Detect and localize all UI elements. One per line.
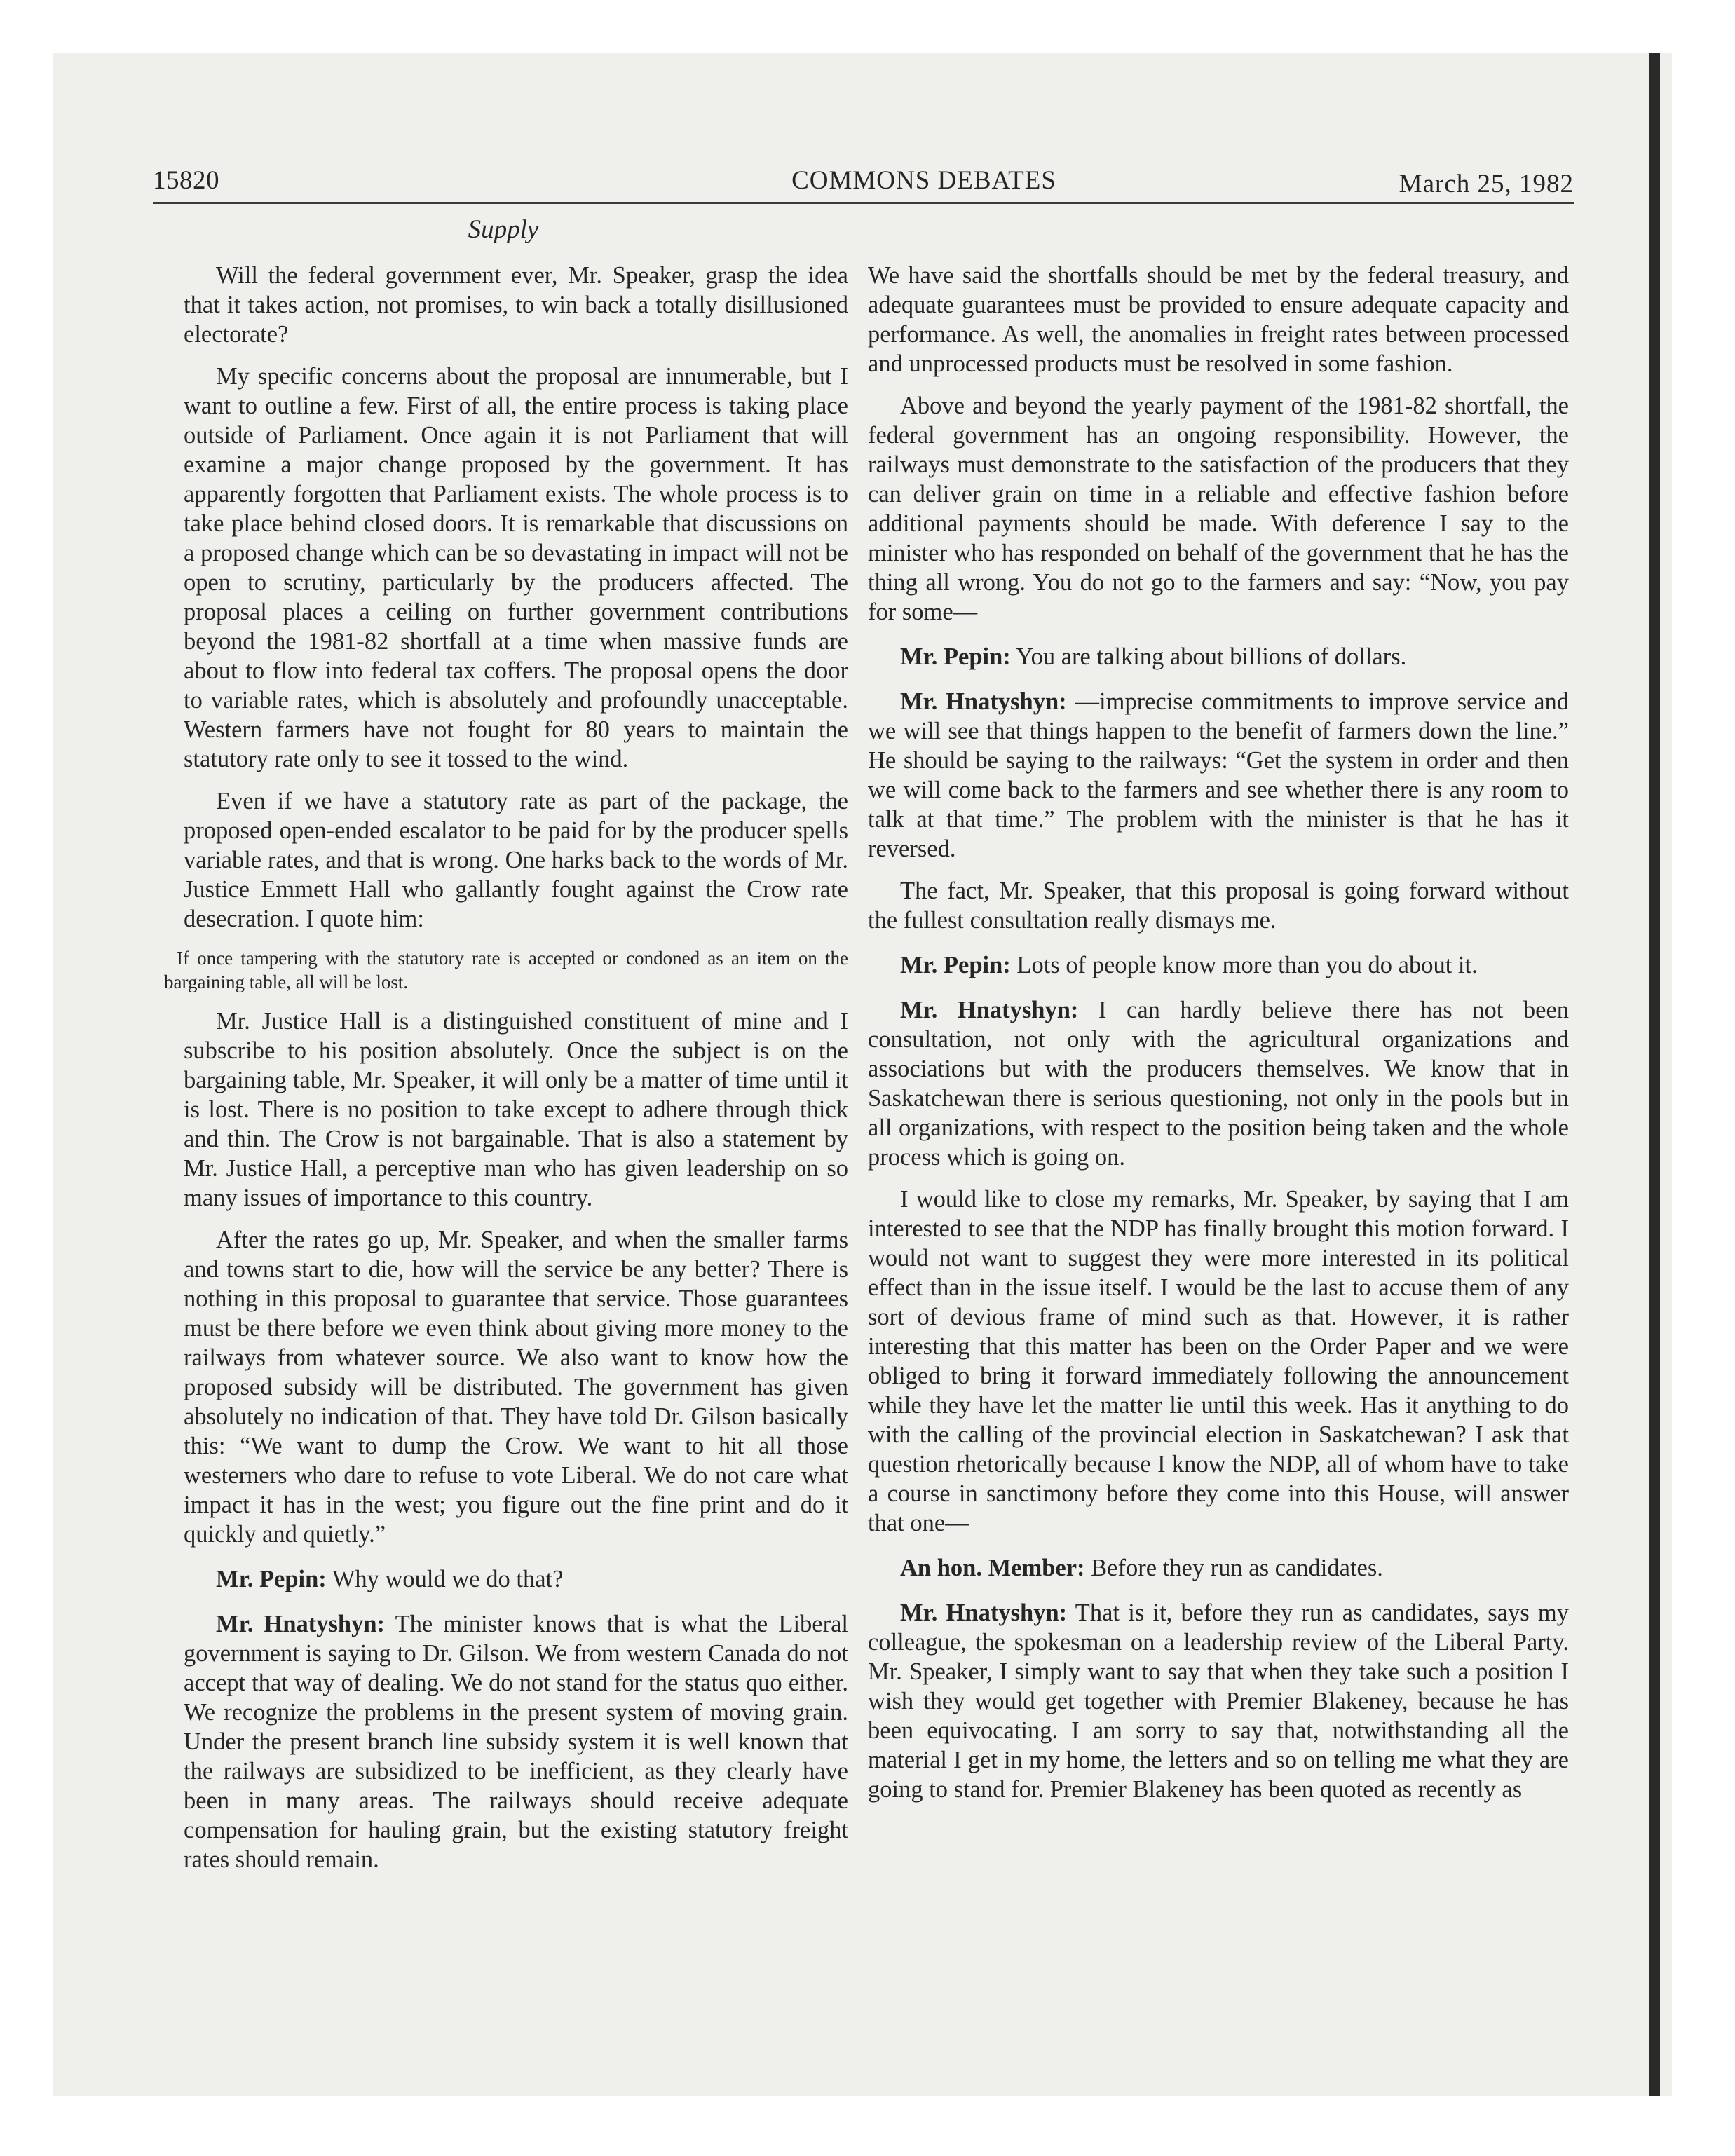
paragraph-text: I would like to close my remarks, Mr. Speaker, by saying that I am interested to see that the NDP has finally brought this motion forward. I would not want to suggest they were more interested in its political effect than in the issue itself. I would be the last to accuse them of any sort of devious frame of mind such as that. However, it is rather interesting that this matter has been on the Order Paper and we were obliged to bring it forward immediately following the announcement while they have let the matter lie until this week. Has it anything to do with the calling of the provincial election in Saskatchewan? I ask that question rhetorically because I know the NDP, all of whom have to take a course in sanctimony before they come into this House, will answer that one— [868,1186,1569,1536]
speech-paragraph [868,642,1569,671]
publication-date: March 25, 1982 [1399,170,1574,198]
speaker-name: Mr. Pepin: [900,643,1011,670]
publication-title: COMMONS DEBATES [791,166,1056,195]
paragraph-text: You are talking about billions of dollars. [1016,643,1407,670]
paragraph [868,391,1569,627]
page-header [153,165,1574,207]
speech-paragraph [868,950,1569,980]
paragraph [184,362,848,774]
paragraph-text: Why would we do that? [332,1566,564,1592]
speaker-name: Mr. Hnatyshyn: [900,1599,1068,1626]
paragraph [868,261,1569,378]
paragraph [184,261,848,349]
left-column [164,261,848,1887]
paragraph-text: We have said the shortfalls should be met by the federal treasury, and adequate guarantees must be provided to ensure adequate capacity and performance. As well, the anomalies in freight rates between processed and unprocessed products must be resolved in some fashion. [868,262,1569,377]
paragraph [868,1185,1569,1538]
page-number: 15820 [153,166,219,195]
speech-paragraph [868,1553,1569,1583]
block-quote [164,946,848,994]
right-column [868,261,1569,1817]
section-title: Supply [468,215,539,244]
speaker-name: Mr. Hnatyshyn: [900,997,1079,1023]
paragraph-text: Lots of people know more than you do about it. [1016,952,1478,978]
paragraph-text: The fact, Mr. Speaker, that this proposal is going forward without the fullest consultation really dismays me. [868,878,1569,934]
paragraph-text: Before they run as candidates. [1091,1555,1383,1581]
paragraph-text: After the rates go up, Mr. Speaker, and when the smaller farms and towns start to die, how will the service be any better? There is nothing in this proposal to guarantee that service. Those guarantees must be there before we even think about giving more money to the railways from whatever source. We also want to know how the proposed subsidy will be distributed. The government has given absolutely no indication of that. They have told Dr. Gilson basically this: “We want to dump the Crow. We want to hit all those westerners who dare to refuse to vote Liberal. We do not care what impact it has in the west; you figure out the fine print and do it quickly and quietly.” [184,1227,848,1548]
paragraph-text: Even if we have a statutory rate as part of the package, the proposed open-ended escalator to be paid for by the producer spells variable rates, and that is wrong. One harks back to the words of Mr. Justice Emmett Hall who gallantly fought against the Crow rate desecration. I quote him: [184,788,848,932]
paragraph-text: My specific concerns about the proposal are innumerable, but I want to outline a few. First of all, the entire process is taking place outside of Parliament. Once again it is not Parliament that will examine a major change proposed by the government. It has apparently forgotten that Parliament exists. The whole process is to take place behind closed doors. It is remarkable that discussions on a proposed change which can be so devastating in impact will not be open to scrutiny, particularly by the producers affected. The proposal places a ceiling on further government contributions beyond the 1981-82 shortfall at a time when massive funds are about to flow into federal tax coffers. The proposal opens the door to variable rates, which is absolutely and profoundly unacceptable. Western farmers have not fought for 80 years to maintain the statutory rate only to see it tossed to the wind. [184,363,848,772]
paragraph-text: Mr. Justice Hall is a distinguished constituent of mine and I subscribe to his position absolutely. Once the subject is on the bargaining table, Mr. Speaker, it will only be a matter of time until it is lost. There is no position to take except to adhere through thick and thin. The Crow is not bargainable. That is also a statement by Mr. Justice Hall, a perceptive man who has given leadership on so many issues of importance to this country. [184,1008,848,1211]
paragraph [184,1225,848,1549]
speaker-name: Mr. Hnatyshyn: [900,688,1067,715]
speech-paragraph [868,687,1569,864]
speaker-name: Mr. Pepin: [216,1566,327,1592]
speaker-name: An hon. Member: [900,1555,1085,1581]
page-edge-shadow [1649,53,1660,2096]
speech-paragraph [868,995,1569,1172]
speech-paragraph [184,1609,848,1874]
header-rule [153,202,1574,204]
paragraph-text: The minister knows that is what the Liberal government is saying to Dr. Gilson. We from western Canada do not accept that way of dealing. We do not stand for the status quo either. We recognize the problems in the present system of moving grain. Under the present branch line subsidy system it is well known that the railways are subsidized to be inefficient, as they clearly have been in many areas. The railways should receive adequate compensation for hauling grain, but the existing statutory freight rates should remain. [184,1611,848,1873]
paragraph-text: If once tampering with the statutory rate is accepted or condoned as an item on the bargaining table, all will be lost. [164,948,848,992]
paragraph-text: —imprecise commitments to improve service and we will see that things happen to the benefit of farmers down the line.” He should be saying to the railways: “Get the system in order and then we will come back to the farmers and see whether there is any room to talk at that time.” The problem with the minister is that he has it reversed. [868,688,1570,862]
paragraph [184,786,848,934]
paragraph [868,876,1569,935]
paragraph-text: Will the federal government ever, Mr. Speaker, grasp the idea that it takes action, not promises, to win back a totally disillusioned electorate? [184,262,848,348]
speaker-name: Mr. Pepin: [900,952,1011,978]
paragraph-text: That is it, before they run as candidates, says my colleague, the spokesman on a leadership review of the Liberal Party. Mr. Speaker, I simply want to say that when they take such a position I wish they would get together with Premier Blakeney, because he has been equivocating. I am sorry to say that, notwithstanding all the material I get in my home, the letters and so on telling me what they are going to stand for. Premier Blakeney has been quoted as recently as [868,1599,1569,1803]
speaker-name: Mr. Hnatyshyn: [216,1611,386,1637]
paragraph-text: Above and beyond the yearly payment of the 1981-82 shortfall, the federal government has an ongoing responsibility. However, the railways must demonstrate to the satisfaction of the producers that they can deliver grain on time in a reliable and effective fashion before additional payments should be made. With deference I say to the minister who has responded on behalf of the government that he has the thing all wrong. You do not go to the farmers and say: “Now, you pay for some— [868,393,1569,625]
paragraph [184,1007,848,1213]
paragraph-text: I can hardly believe there has not been consultation, not only with the agricultural organizations and associations but with the producers themselves. We know that in Saskatchewan there is serious questioning, not only in the pools but in all organizations, with respect to the position being taken and the whole process which is going on. [868,997,1570,1171]
speech-paragraph [184,1564,848,1594]
speech-paragraph [868,1598,1569,1804]
